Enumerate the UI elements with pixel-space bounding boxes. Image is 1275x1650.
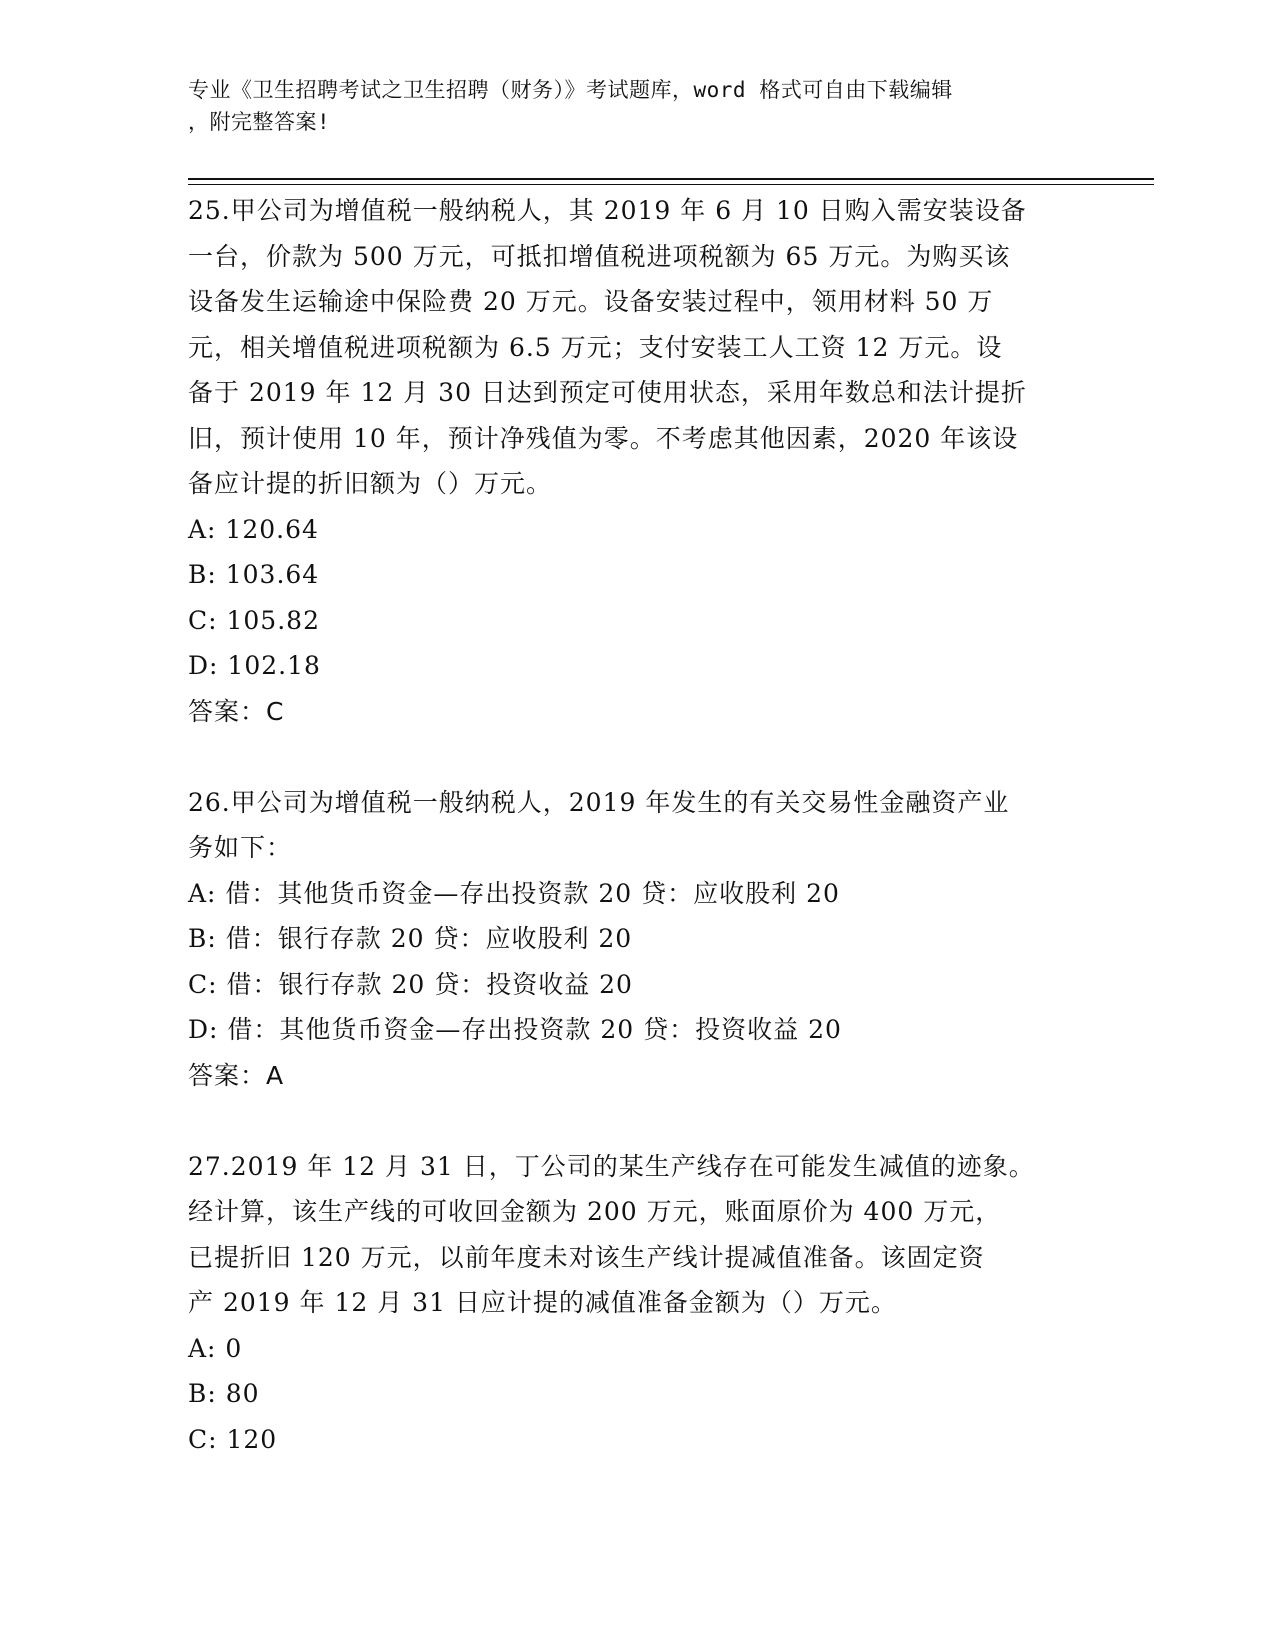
question-spacer (188, 734, 1088, 780)
question-text-line: 产 2019 年 12 月 31 日应计提的减值准备金额为（）万元。 (188, 1288, 897, 1317)
question-text-line: 务如下： (188, 833, 293, 862)
option-a: A: 借：其他货币资金—存出投资款 20 贷：应收股利 20 (188, 878, 840, 908)
option-b: B: 借：银行存款 20 贷：应收股利 20 (188, 924, 633, 953)
question-text-line: 27.2019 年 12 月 31 日，丁公司的某生产线存在可能发生减值的迹象。 (188, 1151, 1035, 1181)
header-line-2: ，附完整答案! (188, 110, 331, 134)
question-text-line: 备应计提的折旧额为（）万元。 (188, 469, 553, 498)
question-text-line: 一台，价款为 500 万元，可抵扣增值税进项税额为 65 万元。为购买该 (188, 241, 1011, 271)
question-25 (188, 188, 1088, 734)
question-text-line: 26.甲公司为增值税一般纳税人，2019 年发生的有关交易性金融资产业 (188, 787, 1010, 817)
option-b: B: 80 (188, 1379, 260, 1408)
header-divider-thick (188, 178, 1154, 180)
question-text-line: 备于 2019 年 12 月 30 日达到预定可使用状态，采用年数总和法计提折 (188, 378, 1027, 407)
option-d: D: 102.18 (188, 651, 321, 680)
header-line-1: 专业《卫生招聘考试之卫生招聘（财务）》考试题库，word 格式可自由下载编辑 (188, 78, 953, 102)
question-text-line: 旧，预计使用 10 年，预计净残值为零。不考虑其他因素，2020 年该设 (188, 423, 1019, 453)
question-27 (188, 1144, 1088, 1463)
question-text-line: 设备发生运输途中保险费 20 万元。设备安装过程中，领用材料 50 万 (188, 287, 994, 316)
header-divider-thin (188, 184, 1154, 185)
question-text-line: 元，相关增值税进项税额为 6.5 万元；支付安装工人工资 12 万元。设 (188, 332, 1003, 362)
question-spacer (188, 1098, 1088, 1144)
option-a: A: 120.64 (188, 514, 319, 544)
question-text-line: 已提折旧 120 万元，以前年度未对该生产线计提减值准备。该固定资 (188, 1242, 985, 1272)
option-b: B: 103.64 (188, 560, 320, 589)
option-c: C: 借：银行存款 20 贷：投资收益 20 (188, 969, 633, 999)
question-text-line: 经计算，该生产线的可收回金额为 200 万元，账面原价为 400 万元， (188, 1197, 1002, 1226)
option-c: C: 105.82 (188, 605, 320, 635)
option-c: C: 120 (188, 1424, 278, 1454)
question-text-line: 25.甲公司为增值税一般纳税人，其 2019 年 6 月 10 日购入需安装设备 (188, 196, 1027, 225)
option-a: A: 0 (188, 1333, 243, 1363)
answer-line: 答案：A (188, 1060, 285, 1090)
answer-line: 答案：C (188, 696, 285, 726)
question-list (188, 188, 1088, 1462)
option-d: D: 借：其他货币资金—存出投资款 20 贷：投资收益 20 (188, 1015, 842, 1044)
question-26 (188, 780, 1088, 1099)
document-header (188, 74, 1088, 138)
